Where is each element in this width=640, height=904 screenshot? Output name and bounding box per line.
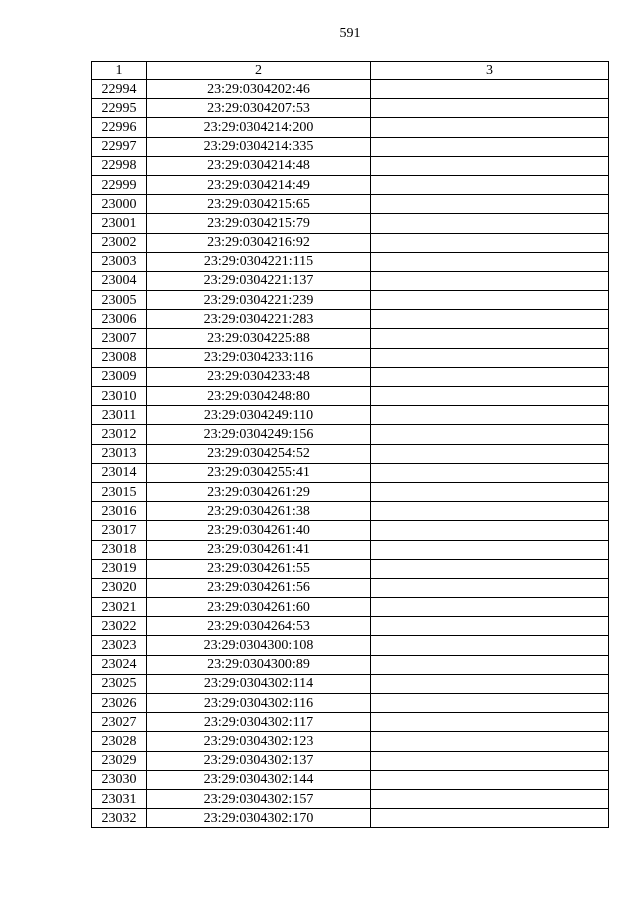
table-row — [92, 809, 609, 828]
cadastral-number-cell: 23:29:0304216:92 — [147, 233, 371, 252]
table-row — [92, 137, 609, 156]
header-row — [92, 62, 609, 80]
notes-cell — [371, 540, 609, 559]
table-row — [92, 348, 609, 367]
cadastral-number-cell: 23:29:0304302:137 — [147, 751, 371, 770]
row-number-cell: 23004 — [92, 271, 147, 290]
table-body — [92, 80, 609, 828]
table-row — [92, 310, 609, 329]
row-number-cell: 23008 — [92, 348, 147, 367]
row-number-cell: 23029 — [92, 751, 147, 770]
notes-cell — [371, 156, 609, 175]
row-number-cell: 23025 — [92, 674, 147, 693]
cadastral-number-cell: 23:29:0304221:115 — [147, 252, 371, 271]
cadastral-number-cell: 23:29:0304261:41 — [147, 540, 371, 559]
cadastral-number-cell: 23:29:0304249:110 — [147, 406, 371, 425]
notes-cell — [371, 137, 609, 156]
cadastral-number-cell: 23:29:0304302:123 — [147, 732, 371, 751]
table-row — [92, 463, 609, 482]
row-number-cell: 23032 — [92, 809, 147, 828]
notes-cell — [371, 99, 609, 118]
cadastral-number-cell: 23:29:0304215:65 — [147, 195, 371, 214]
table-row — [92, 233, 609, 252]
notes-cell — [371, 367, 609, 386]
table-row — [92, 329, 609, 348]
row-number-cell: 23002 — [92, 233, 147, 252]
page-number: 591 — [339, 26, 361, 41]
table-row — [92, 578, 609, 597]
cadastral-number-cell: 23:29:0304261:55 — [147, 559, 371, 578]
cadastral-number-cell: 23:29:0304221:137 — [147, 271, 371, 290]
notes-cell — [371, 233, 609, 252]
notes-cell — [371, 578, 609, 597]
cadastral-number-cell: 23:29:0304221:283 — [147, 310, 371, 329]
notes-cell — [371, 617, 609, 636]
registry-table — [91, 61, 609, 828]
cadastral-number-cell: 23:29:0304302:114 — [147, 674, 371, 693]
row-number-cell: 23018 — [92, 540, 147, 559]
notes-cell — [371, 80, 609, 99]
cadastral-number-cell: 23:29:0304302:117 — [147, 713, 371, 732]
row-number-cell: 23005 — [92, 291, 147, 310]
row-number-cell: 23023 — [92, 636, 147, 655]
cadastral-number-cell: 23:29:0304255:41 — [147, 463, 371, 482]
cadastral-number-cell: 23:29:0304261:56 — [147, 578, 371, 597]
notes-cell — [371, 789, 609, 808]
table-row — [92, 559, 609, 578]
table-row — [92, 521, 609, 540]
table-row — [92, 214, 609, 233]
cadastral-number-cell: 23:29:0304215:79 — [147, 214, 371, 233]
cadastral-number-cell: 23:29:0304225:88 — [147, 329, 371, 348]
table-row — [92, 636, 609, 655]
row-number-cell: 23022 — [92, 617, 147, 636]
row-number-cell: 23006 — [92, 310, 147, 329]
column-header-2: 2 — [147, 62, 371, 80]
row-number-cell: 23028 — [92, 732, 147, 751]
table-row — [92, 674, 609, 693]
table-header — [92, 62, 609, 80]
notes-cell — [371, 732, 609, 751]
column-header-1: 1 — [92, 62, 147, 80]
row-number-cell: 23014 — [92, 463, 147, 482]
notes-cell — [371, 214, 609, 233]
row-number-cell: 23012 — [92, 425, 147, 444]
notes-cell — [371, 271, 609, 290]
notes-cell — [371, 655, 609, 674]
notes-cell — [371, 521, 609, 540]
notes-cell — [371, 502, 609, 521]
table-row — [92, 80, 609, 99]
cadastral-number-cell: 23:29:0304254:52 — [147, 444, 371, 463]
notes-cell — [371, 694, 609, 713]
row-number-cell: 23003 — [92, 252, 147, 271]
cadastral-number-cell: 23:29:0304302:170 — [147, 809, 371, 828]
row-number-cell: 23017 — [92, 521, 147, 540]
cadastral-number-cell: 23:29:0304302:157 — [147, 789, 371, 808]
cadastral-number-cell: 23:29:0304261:38 — [147, 502, 371, 521]
row-number-cell: 23001 — [92, 214, 147, 233]
notes-cell — [371, 444, 609, 463]
row-number-cell: 23011 — [92, 406, 147, 425]
cadastral-number-cell: 23:29:0304202:46 — [147, 80, 371, 99]
cadastral-number-cell: 23:29:0304302:116 — [147, 694, 371, 713]
cadastral-number-cell: 23:29:0304233:116 — [147, 348, 371, 367]
cadastral-number-cell: 23:29:0304249:156 — [147, 425, 371, 444]
table-row — [92, 789, 609, 808]
row-number-cell: 22998 — [92, 156, 147, 175]
notes-cell — [371, 751, 609, 770]
notes-cell — [371, 118, 609, 137]
table-row — [92, 770, 609, 789]
cadastral-number-cell: 23:29:0304300:89 — [147, 655, 371, 674]
notes-cell — [371, 636, 609, 655]
notes-cell — [371, 463, 609, 482]
notes-cell — [371, 598, 609, 617]
row-number-cell: 23027 — [92, 713, 147, 732]
row-number-cell: 22995 — [92, 99, 147, 118]
row-number-cell: 23020 — [92, 578, 147, 597]
table-row — [92, 751, 609, 770]
cadastral-number-cell: 23:29:0304261:60 — [147, 598, 371, 617]
row-number-cell: 23007 — [92, 329, 147, 348]
row-number-cell: 23010 — [92, 387, 147, 406]
notes-cell — [371, 348, 609, 367]
row-number-cell: 22996 — [92, 118, 147, 137]
table-row — [92, 406, 609, 425]
table-row — [92, 99, 609, 118]
notes-cell — [371, 770, 609, 789]
table-row — [92, 252, 609, 271]
notes-cell — [371, 387, 609, 406]
row-number-cell: 23019 — [92, 559, 147, 578]
notes-cell — [371, 809, 609, 828]
notes-cell — [371, 291, 609, 310]
notes-cell — [371, 713, 609, 732]
cadastral-number-cell: 23:29:0304221:239 — [147, 291, 371, 310]
table-row — [92, 617, 609, 636]
cadastral-number-cell: 23:29:0304264:53 — [147, 617, 371, 636]
cadastral-number-cell: 23:29:0304300:108 — [147, 636, 371, 655]
table-row — [92, 195, 609, 214]
row-number-cell: 23000 — [92, 195, 147, 214]
table-row — [92, 291, 609, 310]
table-row — [92, 387, 609, 406]
table-row — [92, 175, 609, 194]
cadastral-number-cell: 23:29:0304261:40 — [147, 521, 371, 540]
cadastral-number-cell: 23:29:0304302:144 — [147, 770, 371, 789]
row-number-cell: 23016 — [92, 502, 147, 521]
table-row — [92, 598, 609, 617]
table-row — [92, 713, 609, 732]
table-row — [92, 655, 609, 674]
table-row — [92, 367, 609, 386]
cadastral-number-cell: 23:29:0304214:200 — [147, 118, 371, 137]
table-row — [92, 425, 609, 444]
table-row — [92, 732, 609, 751]
notes-cell — [371, 674, 609, 693]
row-number-cell: 23015 — [92, 482, 147, 501]
cadastral-number-cell: 23:29:0304261:29 — [147, 482, 371, 501]
row-number-cell: 23009 — [92, 367, 147, 386]
table-row — [92, 540, 609, 559]
cadastral-number-cell: 23:29:0304233:48 — [147, 367, 371, 386]
row-number-cell: 22999 — [92, 175, 147, 194]
row-number-cell: 23013 — [92, 444, 147, 463]
row-number-cell: 22997 — [92, 137, 147, 156]
row-number-cell: 23024 — [92, 655, 147, 674]
notes-cell — [371, 175, 609, 194]
row-number-cell: 23031 — [92, 789, 147, 808]
row-number-cell: 23021 — [92, 598, 147, 617]
row-number-cell: 23026 — [92, 694, 147, 713]
notes-cell — [371, 559, 609, 578]
notes-cell — [371, 195, 609, 214]
cadastral-number-cell: 23:29:0304207:53 — [147, 99, 371, 118]
table-row — [92, 694, 609, 713]
table-row — [92, 502, 609, 521]
notes-cell — [371, 252, 609, 271]
table-row — [92, 482, 609, 501]
cadastral-number-cell: 23:29:0304214:335 — [147, 137, 371, 156]
notes-cell — [371, 310, 609, 329]
notes-cell — [371, 406, 609, 425]
table-row — [92, 118, 609, 137]
row-number-cell: 23030 — [92, 770, 147, 789]
notes-cell — [371, 329, 609, 348]
table-row — [92, 156, 609, 175]
column-header-3: 3 — [371, 62, 609, 80]
row-number-cell: 22994 — [92, 80, 147, 99]
cadastral-number-cell: 23:29:0304214:49 — [147, 175, 371, 194]
notes-cell — [371, 425, 609, 444]
cadastral-number-cell: 23:29:0304248:80 — [147, 387, 371, 406]
table-row — [92, 444, 609, 463]
cadastral-number-cell: 23:29:0304214:48 — [147, 156, 371, 175]
notes-cell — [371, 482, 609, 501]
table-row — [92, 271, 609, 290]
